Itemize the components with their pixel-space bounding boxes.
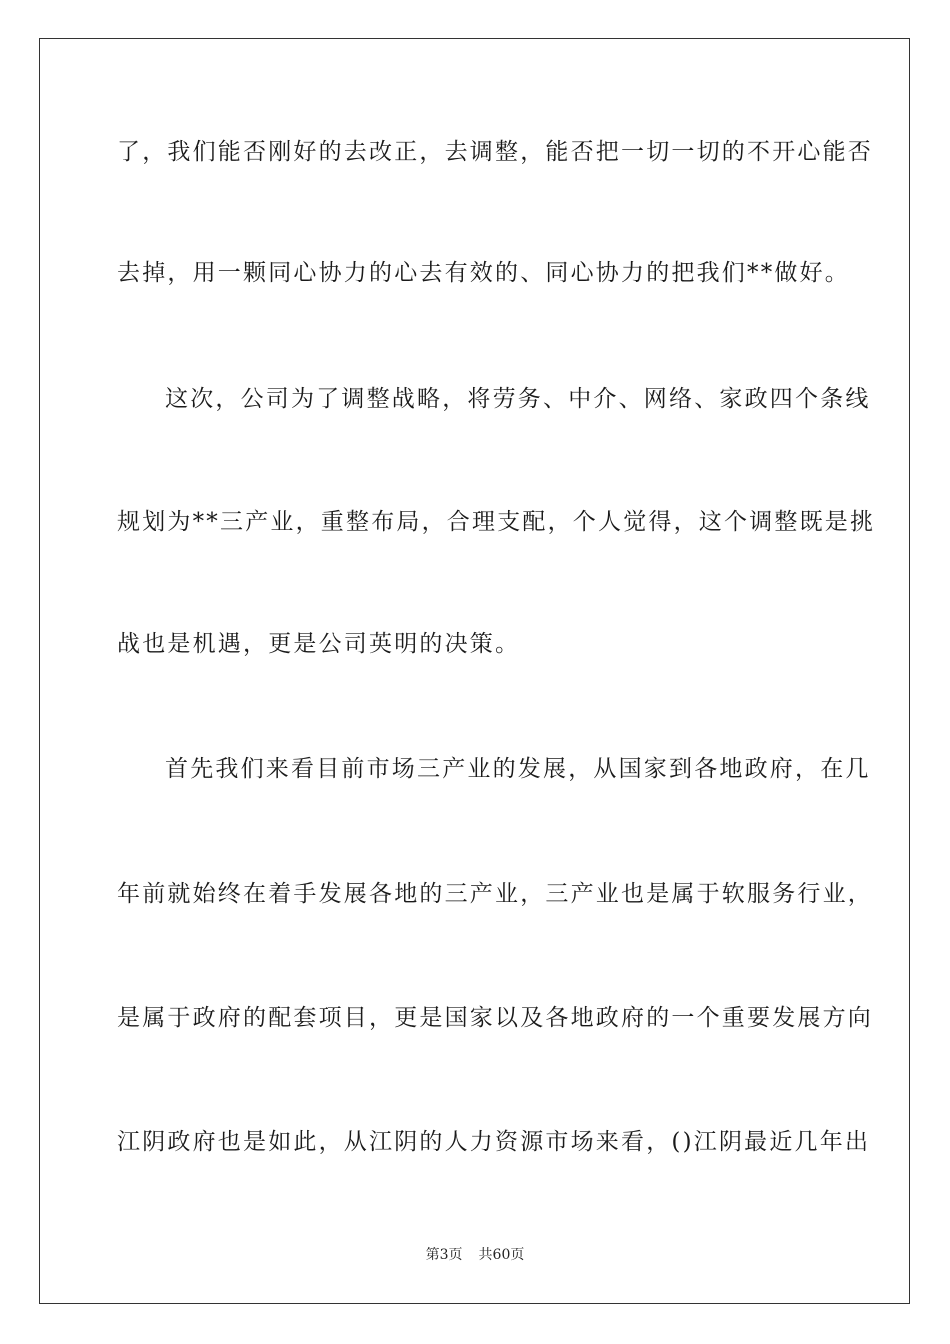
page-number: 第3页 [425,1247,463,1263]
paragraph-line: 了，我们能否刚好的去改正，去调整，能否把一切一切的不开心能否 [117,139,873,165]
page-total: 共60页 [478,1247,525,1263]
paragraph-line: 战也是机遇，更是公司英明的决策。 [117,631,521,657]
page-footer [0,1245,950,1265]
paragraph-line: 这次，公司为了调整战略，将劳务、中介、网络、家政四个条线 [165,386,871,412]
paragraph-line: 年前就始终在着手发展各地的三产业，三产业也是属于软服务行业， [117,881,873,907]
paragraph-line: 首先我们来看目前市场三产业的发展，从国家到各地政府，在几 [165,756,871,782]
paragraph-line: 江阴政府也是如此，从江阴的人力资源市场来看，()江阴最近几年出 [117,1129,871,1155]
paragraph-line: 去掉，用一颗同心协力的心去有效的、同心协力的把我们**做好。 [117,260,850,286]
paragraph-line: 是属于政府的配套项目，更是国家以及各地政府的一个重要发展方向 [117,1005,873,1031]
paragraph-line: 规划为**三产业，重整布局，合理支配，个人觉得，这个调整既是挑 [117,509,876,535]
page-border [39,38,910,1304]
